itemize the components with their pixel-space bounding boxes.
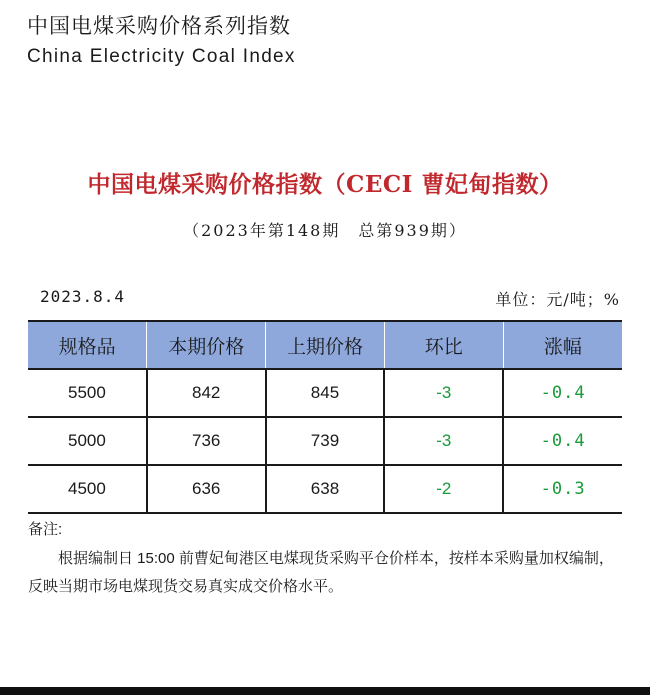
cell-change: -3	[384, 417, 503, 465]
header-title-en: China Electricity Coal Index	[27, 46, 296, 67]
table-row	[28, 465, 622, 513]
unit-label: 单位：元/吨；%	[495, 290, 620, 309]
column-header-current-price: 本期价格	[147, 321, 266, 369]
cell-spec: 5000	[28, 417, 147, 465]
column-header-previous-price: 上期价格	[266, 321, 385, 369]
cell-change-pct: -0.4	[503, 369, 622, 417]
cell-change-pct: -0.4	[503, 417, 622, 465]
notes-label: 备注:	[28, 521, 63, 538]
price-table	[28, 320, 622, 514]
table-row	[28, 369, 622, 417]
report-date: 2023.8.4	[40, 287, 126, 306]
cell-current-price: 636	[147, 465, 266, 513]
cell-change: -2	[384, 465, 503, 513]
bottom-divider	[0, 687, 650, 695]
cell-current-price: 842	[147, 369, 266, 417]
table-header-row	[28, 321, 622, 369]
cell-spec: 5500	[28, 369, 147, 417]
cell-change: -3	[384, 369, 503, 417]
cell-current-price: 736	[147, 417, 266, 465]
header-title-zh: 中国电煤采购价格系列指数	[27, 15, 291, 38]
notes-body: 根据编制日 15:00 前曹妃甸港区电煤现货采购平仓价样本，按样本采购量加权编制，反映当期市场电煤现货交易真实成交价格水平。	[28, 550, 614, 595]
table-row	[28, 417, 622, 465]
column-header-change-pct: 涨幅	[503, 321, 622, 369]
document-title: 中国电煤采购价格指数（CECI 曹妃甸指数）	[87, 171, 563, 198]
cell-spec: 4500	[28, 465, 147, 513]
cell-previous-price: 739	[266, 417, 385, 465]
column-header-change: 环比	[384, 321, 503, 369]
cell-previous-price: 638	[266, 465, 385, 513]
cell-previous-price: 845	[266, 369, 385, 417]
column-header-spec: 规格品	[28, 321, 147, 369]
cell-change-pct: -0.3	[503, 465, 622, 513]
issue-number: （2023年第148期 总第939期）	[183, 221, 467, 240]
